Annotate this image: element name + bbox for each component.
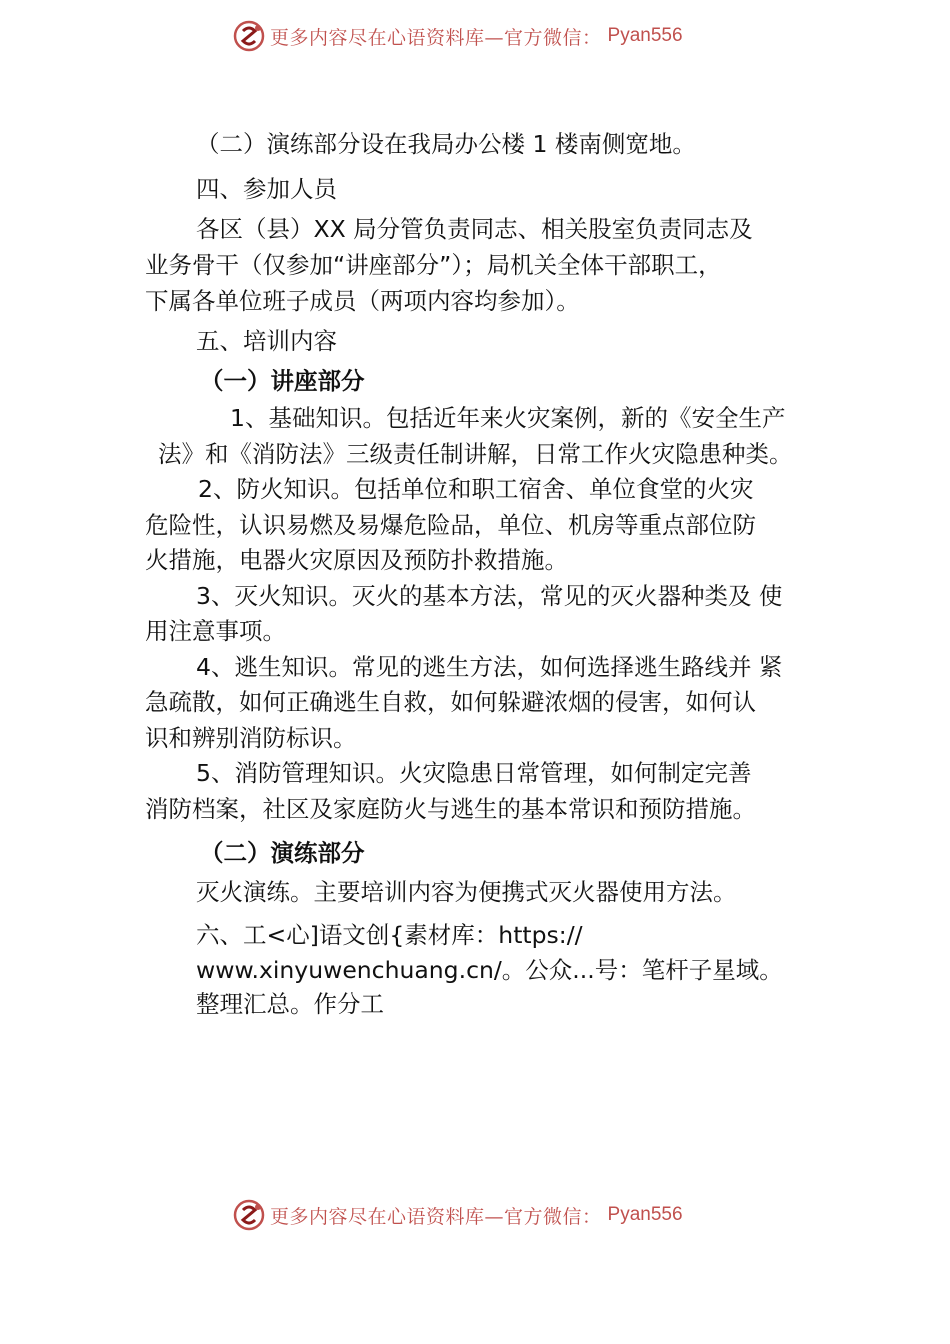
banner-text: 更多内容尽在心语资料库—官方微信：: [270, 1205, 602, 1228]
paragraph-line: 2、防火知识。包括单位和职工宿舍、单位食堂的火灾: [198, 475, 754, 503]
header-watermark-banner: [232, 18, 732, 54]
paragraph-line: 业务骨干（仅参加“讲座部分”）；局机关全体干部职工，: [145, 251, 722, 279]
paragraph-line: 识和辨别消防标识。: [145, 724, 357, 752]
logo-icon: [232, 1198, 266, 1232]
paragraph-line: 各区（县）XX 局分管负责同志、相关股室负责同志及: [196, 215, 753, 243]
paragraph-line: www.xinyuwenchuang.cn/。公众...号：笔杆子星域。: [196, 956, 783, 984]
paragraph-line: 火措施，电器火灾原因及预防扑救措施。: [145, 546, 568, 574]
paragraph-line: 危险性，认识易燃及易爆危险品，单位、机房等重点部位防: [145, 511, 756, 539]
logo-icon: [232, 19, 266, 53]
paragraph-line: 4、逃生知识。常见的逃生方法，如何选择逃生路线并 紧: [196, 653, 783, 681]
paragraph-line: 3、灭火知识。灭火的基本方法，常见的灭火器种类及 使: [196, 582, 783, 610]
paragraph-line: 急疏散，如何正确逃生自救，如何躲避浓烟的侵害，如何认: [145, 688, 756, 716]
subsection-drill-heading: （二）演练部分: [200, 839, 365, 867]
paragraph-line: 1、基础知识。包括近年来火灾案例，新的《安全生产: [230, 404, 786, 432]
paragraph-line: 整理汇总。作分工: [196, 990, 384, 1018]
banner-wechat-id: Pyan556: [607, 25, 683, 46]
section-6-heading: 六、工<心]语文创{素材库：https://: [196, 921, 583, 949]
banner-text: 更多内容尽在心语资料库—官方微信：: [270, 26, 602, 49]
paragraph-line: 法》和《消防法》三级责任制讲解，日常工作火灾隐患种类。: [158, 440, 793, 468]
paragraph-line: 消防档案，社区及家庭防火与逃生的基本常识和预防措施。: [145, 795, 756, 823]
paragraph-line: 灭火演练。主要培训内容为便携式灭火器使用方法。: [196, 878, 737, 906]
paragraph-line: 下属各单位班子成员（两项内容均参加）。: [145, 287, 580, 315]
section-3-item-2: （二）演练部分设在我局办公楼 1 楼南侧宽地。: [196, 130, 696, 158]
paragraph-line: 5、消防管理知识。火灾隐患日常管理，如何制定完善: [196, 759, 752, 787]
section-5-heading: 五、培训内容: [196, 327, 337, 355]
subsection-lecture-heading: （一）讲座部分: [200, 367, 365, 395]
footer-watermark-banner: [232, 1197, 732, 1233]
section-4-heading: 四、参加人员: [196, 175, 337, 203]
banner-wechat-id: Pyan556: [607, 1204, 683, 1225]
paragraph-line: 用注意事项。: [145, 617, 286, 645]
